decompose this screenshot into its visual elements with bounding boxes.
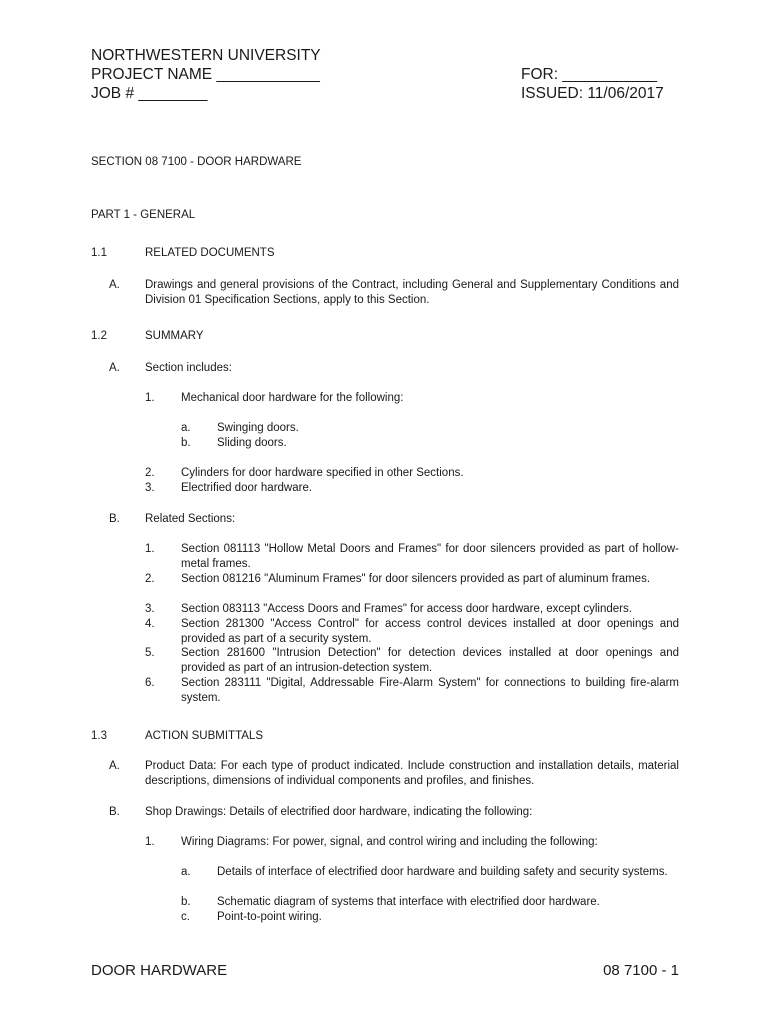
university-name: NORTHWESTERN UNIVERSITY [91,47,321,64]
subparagraph-label: 1. [145,392,155,404]
paragraph-text: Related Sections: [145,513,236,525]
page-header-left [91,46,321,103]
item-text: Schematic diagram of systems that interface with electrified door hardware. [217,896,600,908]
part-title: PART 1 - GENERAL [91,209,196,221]
item-label: b. [181,896,191,908]
subparagraph-label: 4. [145,618,155,630]
subparagraph-label: 1. [145,836,155,848]
paragraph-label: A. [109,362,120,374]
item-label: c. [181,911,190,923]
subparagraph-label: 2. [145,467,155,479]
subparagraph-label: 6. [145,677,155,689]
subparagraph-text: Cylinders for door hardware specified in other Sections. [181,467,464,479]
paragraph-text: Product Data: For each type of product indicated. Include construction and installation details, material descriptions, dimensions of individual components and profiles, and finishes. [145,760,679,787]
article-title-1-1: RELATED DOCUMENTS [145,247,275,259]
related-section-item: Section 083113 "Access Doors and Frames" for access door hardware, except cylinders. [181,603,632,615]
paragraph-text: Shop Drawings: Details of electrified door hardware, indicating the following: [145,806,533,818]
footer-section-name: DOOR HARDWARE [91,962,228,979]
item-label: a. [181,866,191,878]
article-title-1-2: SUMMARY [145,330,204,342]
subparagraph-label: 3. [145,482,155,494]
item-text: Swinging doors. [217,422,299,434]
related-section-item: Section 081216 "Aluminum Frames" for door silencers provided as part of aluminum frames. [181,573,651,585]
related-section-item: Section 281600 "Intrusion Detection" for detection devices installed at door openings and provided as part of an intrusion-detection system. [181,647,679,674]
paragraph-label: A. [109,760,120,772]
issued-date: ISSUED: 11/06/2017 [521,85,664,102]
section-title: SECTION 08 7100 - DOOR HARDWARE [91,156,302,168]
related-section-item: Section 081113 "Hollow Metal Doors and Frames" for door silencers provided as part of hollow-metal frames. [181,543,679,570]
item-label: a. [181,422,191,434]
item-text: Point-to-point wiring. [217,911,322,923]
project-name: PROJECT NAME ____________ [91,66,320,83]
article-number-1-1: 1.1 [91,247,107,259]
footer-page-number: 08 7100 - 1 [603,962,679,979]
paragraph-label: A. [109,279,120,291]
related-section-item: Section 281300 "Access Control" for access control devices installed at door openings and provided as part of a security system. [181,618,679,645]
subparagraph-label: 3. [145,603,155,615]
subparagraph-text: Wiring Diagrams: For power, signal, and control wiring and including the following: [181,836,598,848]
related-section-item: Section 283111 "Digital, Addressable Fire-Alarm System" for connections to building fire-alarm system. [181,677,679,704]
subparagraph-label: 1. [145,543,155,555]
article-number-1-3: 1.3 [91,730,107,742]
subparagraph-label: 2. [145,573,155,585]
paragraph-label: B. [109,513,120,525]
item-text: Details of interface of electrified door hardware and building safety and security systems. [217,866,668,878]
subparagraph-label: 5. [145,647,155,659]
for-field: FOR: ___________ [521,66,658,83]
page-header-right [521,65,664,103]
item-label: b. [181,437,191,449]
article-number-1-2: 1.2 [91,330,107,342]
article-title-1-3: ACTION SUBMITTALS [145,730,263,742]
subparagraph-text: Electrified door hardware. [181,482,313,494]
job-number: JOB # ________ [91,85,208,102]
item-text: Sliding doors. [217,437,287,449]
paragraph-label: B. [109,806,120,818]
paragraph-text: Drawings and general provisions of the Contract, including General and Supplementary Conditions and Division 01 Specification Sections, apply to this Section. [145,279,679,306]
subparagraph-text: Mechanical door hardware for the following: [181,392,404,404]
paragraph-text: Section includes: [145,362,232,374]
